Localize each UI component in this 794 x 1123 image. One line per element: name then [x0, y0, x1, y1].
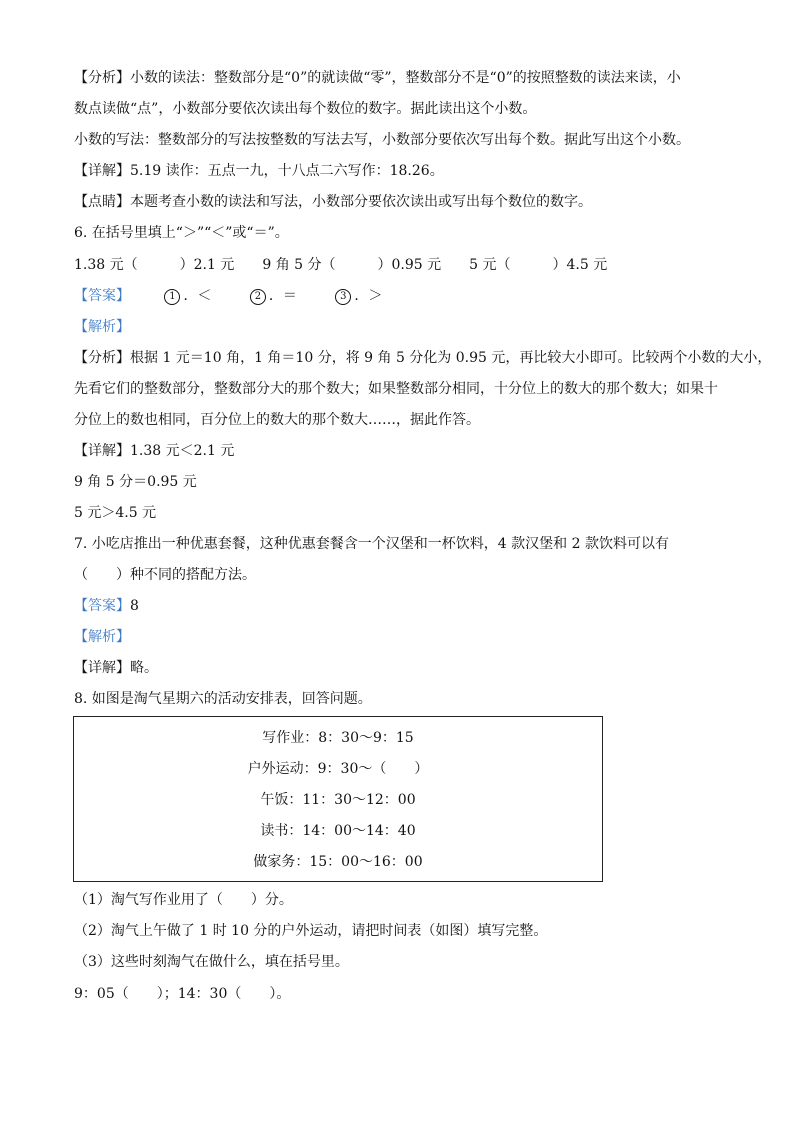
writing-rule-line: 小数的写法：整数部分的写法按整数的写法去写，小数部分要依次写出每个数。据此写出这个小数。 [74, 132, 690, 148]
schedule-row-reading: 读书：14：00～14：40 [260, 823, 416, 839]
circled-number-1: 1 [164, 289, 180, 305]
circled-number-2: 2 [250, 289, 266, 305]
question-8-part-4: 9：05（ ）；14：30（ ）。 [74, 986, 291, 1002]
question-6-comparisons: 1.38 元（ ）2.1 元 9 角 5 分（ ）0.95 元 5 元（ ）4.5 元 [74, 257, 608, 273]
answer-label: 【答案】 [74, 288, 130, 304]
question-8-part-1: （1）淘气写作业用了（ ）分。 [74, 892, 293, 908]
answer-item-2 [250, 286, 297, 306]
question-6-analysis-3: 分位上的数也相同，百分位上的数大的那个数大……，据此作答。 [74, 412, 480, 428]
schedule-row-homework: 写作业：8：30～9：15 [262, 730, 414, 746]
analysis-line-1: 【分析】小数的读法：整数部分是“0”的就读做“零”，整数部分不是“0”的按照整数的读法来读，小 [74, 70, 681, 86]
question-6-jiexi-label: 【解析】 [74, 319, 130, 335]
answer-symbol-1: ．＜ [183, 288, 212, 304]
question-8-part-2: （2）淘气上午做了 1 时 10 分的户外运动，请把时间表（如图）填写完整。 [74, 923, 548, 939]
key-point-line: 【点睛】本题考查小数的读法和写法，小数部分要依次读出或写出每个数位的数字。 [74, 194, 592, 210]
schedule-row-outdoor: 户外运动：9：30～（ ） [247, 761, 429, 777]
question-6-detail-1: 【详解】1.38 元＜2.1 元 [74, 443, 235, 459]
question-6-detail-2: 9 角 5 分＝0.95 元 [74, 474, 197, 490]
question-6-title: 6. 在括号里填上“＞”“＜”或“＝”。 [74, 225, 289, 241]
answer-symbol-3: ．＞ [354, 288, 383, 304]
question-6-detail-3: 5 元＞4.5 元 [74, 505, 157, 521]
answer-label: 【答案】 [74, 598, 130, 614]
answer-item-3 [335, 286, 382, 306]
question-7-line-1: 7. 小吃店推出一种优惠套餐，这种优惠套餐含一个汉堡和一杯饮料，4 款汉堡和 2 款饮料可以有 [74, 536, 669, 552]
answer-item-1 [164, 286, 211, 306]
schedule-row-lunch: 午饭：11：30～12：00 [260, 792, 416, 808]
circled-number-3: 3 [335, 289, 351, 305]
question-8-title: 8. 如图是淘气星期六的活动安排表，回答问题。 [74, 691, 372, 707]
detail-line: 【详解】5.19 读作：五点一九，十八点二六写作：18.26。 [74, 163, 444, 179]
question-6-analysis-2: 先看它们的整数部分，整数部分大的那个数大；如果整数部分相同，十分位上的数大的那个数大；如果十 [74, 381, 718, 397]
analysis-line-2: 数点读做“点”，小数部分要依次读出每个数位的数字。据此读出这个小数。 [74, 101, 537, 117]
question-7-answer [74, 596, 724, 616]
answer-value: 8 [130, 598, 139, 614]
question-6-analysis-1: 【分析】根据 1 元＝10 角，1 角＝10 分，将 9 角 5 分化为 0.95 元，再比较大小即可。比较两个小数的大小， [74, 350, 772, 366]
question-6-answer [74, 286, 724, 306]
answer-items [164, 286, 416, 306]
answer-symbol-2: ．＝ [268, 288, 297, 304]
question-7-detail: 【详解】略。 [74, 660, 158, 676]
activity-schedule-box [73, 716, 603, 882]
schedule-row-chores: 做家务：15：00～16：00 [253, 854, 423, 870]
question-7-line-2: （ ）种不同的搭配方法。 [74, 567, 256, 583]
question-8-part-3: （3）这些时刻淘气在做什么，填在括号里。 [74, 954, 349, 970]
question-7-jiexi-label: 【解析】 [74, 629, 130, 645]
